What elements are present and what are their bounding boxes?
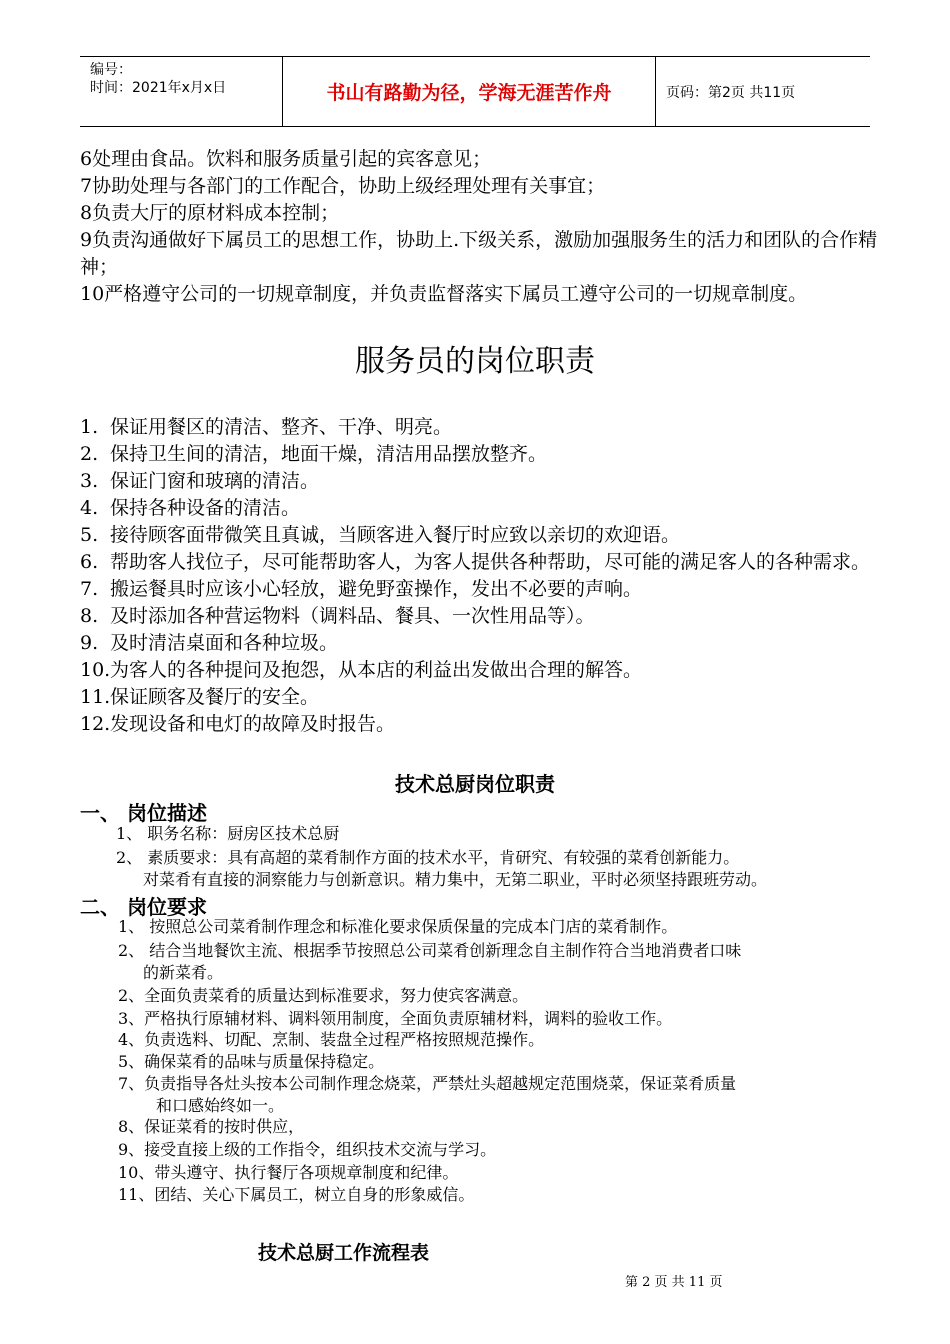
intro-item: 8负责大厅的原材料成本控制； [80,202,340,224]
flow-table-title: 技术总厨工作流程表 [258,1242,430,1264]
s2-item: 10、带头遵守、执行餐厅各项规章制度和纪律。 [118,1163,459,1182]
item-text: 及时清洁桌面和各种垃圾。 [110,632,339,654]
item-text: 接待顾客面带微笑且真诚，当顾客进入餐厅时应致以亲切的欢迎语。 [110,524,681,546]
item-number: 9. [80,632,99,654]
item-text: 保证门窗和玻璃的清洁。 [110,470,320,492]
list-item [80,711,880,738]
item-number: 8. [80,605,99,627]
item-number: 12. [80,713,111,735]
item-number: 10. [80,659,111,681]
list-item [80,603,880,630]
doc-number-label: 编号： [90,62,132,78]
section-heading-description: 一、 岗位描述 [80,801,207,825]
s2-item: 5、确保菜肴的品味与质量保持稳定。 [118,1052,385,1071]
intro-list [80,146,880,308]
chef-title: 技术总厨岗位职责 [395,772,555,796]
waiter-duties-list [80,414,880,738]
s2-item: 3、严格执行原辅材料、调料领用制度，全面负责原辅材料，调料的验收工作。 [118,1009,673,1028]
s2-item-cont: 的新菜肴。 [143,963,224,982]
item-number: 3. [80,470,99,492]
item-number: 4. [80,497,99,519]
item-text: 保证顾客及餐厅的安全。 [110,686,320,708]
intro-item: 9负责沟通做好下属员工的思想工作，协助上.下级关系，激励加强服务生的活力和团队的合作精神； [80,229,878,278]
s2-item: 9、接受直接上级的工作指令，组织技术交流与学习。 [118,1140,497,1159]
s2-item: 7、负责指导各灶头按本公司制作理念烧菜，严禁灶头超越规定范围烧菜，保证菜肴质量 [118,1074,737,1093]
intro-item: 6处理由食品。饮料和服务质量引起的宾客意见； [80,148,492,170]
list-item [80,657,880,684]
s2-item: 2、 结合当地餐饮主流、根据季节按照总公司菜肴创新理念自主制作符合当地消费者口味 [118,941,742,960]
item-number: 2. [80,443,99,465]
header-motto: 书山有路勤为径，学海无涯苦作舟 [282,57,656,126]
s1-item: 2、 素质要求：具有高超的菜肴制作方面的技术水平，肯研究、有较强的菜肴创新能力。 [116,848,740,867]
list-item [80,630,880,657]
item-text: 及时添加各种营运物料（调料品、餐具、一次性用品等）。 [110,605,595,627]
item-text: 保持卫生间的清洁，地面干燥，清洁用品摆放整齐。 [110,443,548,465]
intro-item: 7协助处理与各部门的工作配合，协助上级经理处理有关事宜； [80,175,606,197]
waiter-title: 服务员的岗位职责 [355,344,595,379]
list-item [80,414,880,441]
list-item [80,522,880,549]
item-text: 保证用餐区的清洁、整齐、干净、明亮。 [110,416,453,438]
s2-item: 8、保证菜肴的按时供应， [118,1117,305,1136]
s1-item: 1、 职务名称：厨房区技术总厨 [116,824,340,843]
header-meta [80,57,282,126]
s2-item: 11、团结、关心下属员工，树立自身的形象威信。 [118,1185,475,1204]
list-item [80,441,880,468]
s2-item: 4、负责选料、切配、烹制、装盘全过程严格按照规范操作。 [118,1030,545,1049]
item-number: 7. [80,578,99,600]
item-text: 发现设备和电灯的故障及时报告。 [110,713,396,735]
item-number: 5. [80,524,99,546]
item-text: 搬运餐具时应该小心轻放，避免野蛮操作，发出不必要的声响。 [110,578,643,600]
header-page-label: 页码：第2页 共11页 [666,84,796,101]
item-text: 保持各种设备的清洁。 [110,497,301,519]
page-header [80,56,870,127]
list-item [80,576,880,603]
s2-item: 2、全面负责菜肴的质量达到标准要求，努力使宾客满意。 [118,986,529,1005]
item-number: 1. [80,416,99,438]
doc-time-label: 时间：2021年x月x日 [90,80,227,96]
list-item [80,468,880,495]
page-footer: 第 2 页 共 11 页 [625,1275,723,1290]
list-item [80,495,880,522]
s2-item-cont: 和口感始终如一。 [156,1096,285,1115]
item-text: 帮助客人找位子，尽可能帮助客人，为客人提供各种帮助，尽可能的满足客人的各种需求。 [110,551,871,573]
item-text: 为客人的各种提问及抱怨，从本店的利益出发做出合理的解答。 [110,659,643,681]
s2-item: 1、 按照总公司菜肴制作理念和标准化要求保质保量的完成本门店的菜肴制作。 [118,917,678,936]
section-heading-requirements: 二、 岗位要求 [80,895,207,919]
item-number: 6. [80,551,99,573]
list-item [80,549,880,576]
s1-item-cont: 对菜肴有直接的洞察能力与创新意识。精力集中，无第二职业，平时必须坚持跟班劳动。 [143,870,768,889]
item-number: 11. [80,686,111,708]
intro-item: 10严格遵守公司的一切规章制度，并负责监督落实下属员工遵守公司的一切规章制度。 [80,283,808,305]
list-item [80,684,880,711]
